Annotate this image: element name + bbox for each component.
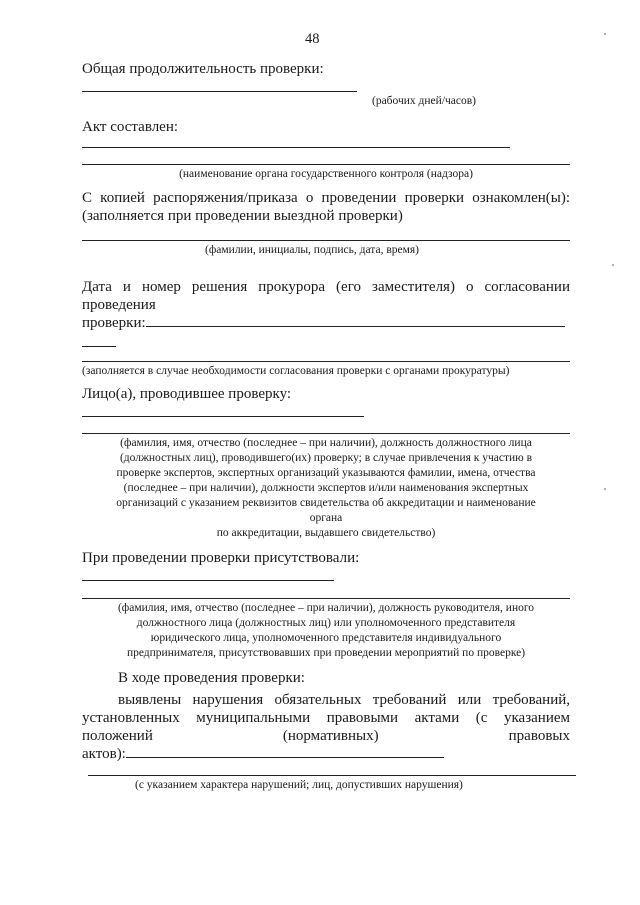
findings-word: правовых bbox=[508, 728, 570, 744]
inspector-caption bbox=[82, 436, 570, 541]
act-label: Акт составлен: bbox=[82, 119, 179, 135]
findings-acts-label: актов): bbox=[82, 746, 126, 762]
findings-acts-field[interactable] bbox=[126, 745, 444, 758]
inspector-field-line-2[interactable] bbox=[82, 433, 570, 434]
inspector-caption-line: организаций с указанием реквизитов свидетельства об аккредитации и наименование bbox=[116, 497, 536, 509]
prosecutor-field-line-2[interactable] bbox=[82, 346, 116, 347]
duration-field[interactable] bbox=[82, 91, 357, 92]
page-number: 48 bbox=[305, 31, 320, 47]
copy-order-text: С копией распоряжения/приказа о проведении проверки ознакомлен(ы): bbox=[82, 190, 570, 206]
prosecutor-caption: (заполняется в случае необходимости согласования проверки с органами прокуратуры) bbox=[82, 365, 510, 377]
inspector-caption-line: (фамилия, имя, отчество (последнее – при наличии), должность должностного лица bbox=[120, 437, 532, 449]
present-caption-line: юридического лица, уполномоченного представителя индивидуального bbox=[150, 632, 502, 644]
duration-units-caption: (рабочих дней/часов) bbox=[372, 95, 477, 107]
prosecutor-check-field[interactable] bbox=[146, 314, 565, 327]
findings-text-line-3 bbox=[82, 727, 570, 745]
copy-order-field[interactable] bbox=[82, 240, 570, 241]
present-caption-line: (фамилия, имя, отчество (последнее – при наличии), должность руководителя, иного bbox=[117, 602, 535, 614]
findings-text-line-1: выявлены нарушения обязательных требований или требований, bbox=[118, 692, 570, 708]
inspector-caption-line: (должностных лиц), проводившего(их) проверку; в случае привлечения к участию в bbox=[119, 452, 533, 464]
scan-speck bbox=[612, 264, 614, 266]
inspector-caption-line: (последнее – при наличии), должности экспертов и/или наименования экспертных bbox=[123, 482, 529, 494]
present-caption bbox=[82, 601, 570, 661]
act-caption: (наименование органа государственного контроля (надзора) bbox=[179, 168, 473, 180]
findings-word: (нормативных) bbox=[282, 728, 379, 744]
findings-caption: (с указанием характера нарушений; лиц, допустивших нарушения) bbox=[135, 779, 463, 791]
prosecutor-field-line-3[interactable] bbox=[82, 361, 570, 362]
present-field-line-1[interactable] bbox=[82, 580, 334, 581]
scan-speck bbox=[604, 488, 606, 490]
inspector-caption-line: по аккредитации, выдавшего свидетельство) bbox=[216, 527, 436, 539]
inspector-caption-line: проверке экспертов, экспертных организаций указываются фамилии, имена, отчества bbox=[116, 467, 536, 479]
act-field-line-1[interactable] bbox=[82, 147, 510, 148]
present-caption-line: должностного лица (должностных лиц) или уполномоченного представителя bbox=[136, 617, 516, 629]
findings-heading: В ходе проведения проверки: bbox=[118, 670, 305, 686]
copy-order-caption: (фамилии, инициалы, подпись, дата, время) bbox=[205, 244, 419, 256]
inspector-caption-line: органа bbox=[309, 512, 343, 524]
duration-label: Общая продолжительность проверки: bbox=[82, 61, 324, 77]
prosecutor-text: Дата и номер решения прокурора (его заместителя) о согласовании bbox=[82, 279, 570, 295]
inspector-field-line-1[interactable] bbox=[82, 416, 364, 417]
findings-acts-row bbox=[82, 745, 570, 763]
findings-word: положений bbox=[82, 728, 153, 744]
scan-speck bbox=[604, 33, 606, 35]
findings-text-line-2: установленных муниципальными правовыми актами (с указанием bbox=[82, 710, 570, 726]
present-caption-line: предпринимателя, присутствовавших при проведении мероприятий по проверке) bbox=[126, 647, 526, 659]
findings-field-line-2[interactable] bbox=[88, 775, 576, 776]
copy-order-note: (заполняется при проведении выездной проверки) bbox=[82, 208, 403, 224]
prosecutor-check-row bbox=[82, 314, 570, 332]
inspector-label: Лицо(а), проводившее проверку: bbox=[82, 386, 292, 402]
prosecutor-check-label: проверки: bbox=[82, 315, 146, 331]
present-label: При проведении проверки присутствовали: bbox=[82, 550, 360, 566]
act-field-line-2[interactable] bbox=[82, 164, 570, 165]
present-field-line-2[interactable] bbox=[82, 598, 570, 599]
prosecutor-text-cont: проведения bbox=[82, 297, 156, 313]
